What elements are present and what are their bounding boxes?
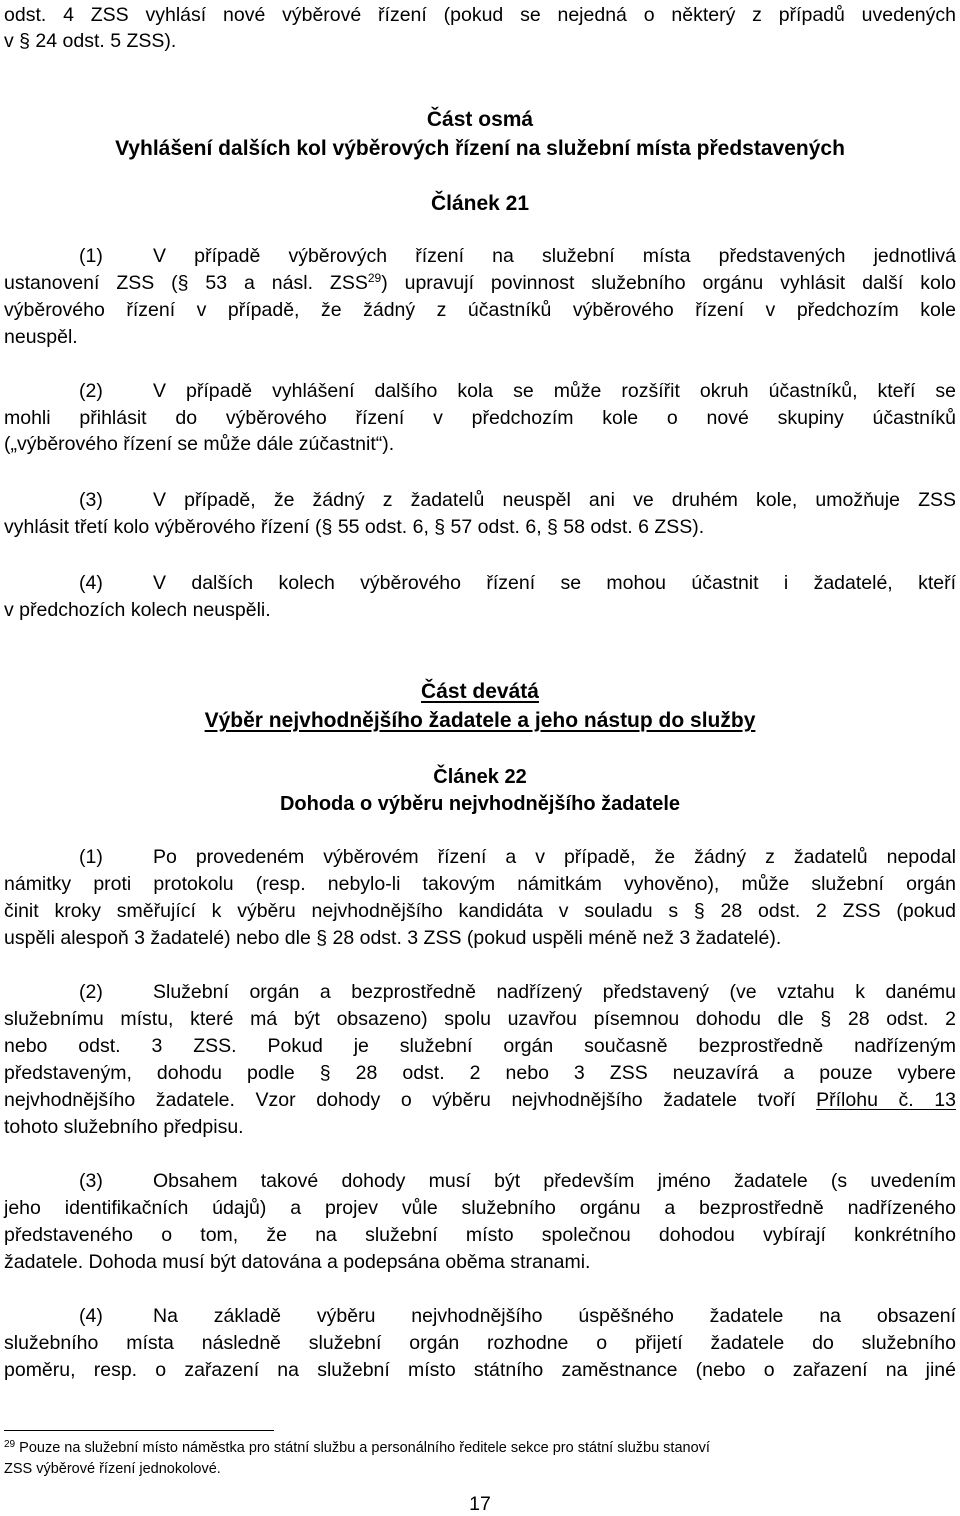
paragraph-line: V dalších kolech výběrového řízení se mohou účastnit i žadatelé, kteří	[153, 572, 956, 594]
paragraph-line: uspěli alespoň 3 žadatelé) nebo dle § 28 odst. 3 ZSS (pokud uspěli méně než 3 žadatelé).	[4, 927, 782, 949]
paragraph-number: (4)	[79, 1305, 103, 1327]
paragraph-number: (2)	[79, 380, 103, 402]
intro-line: odst. 4 ZSS vyhlásí nové výběrové řízení (pokud se nejedná o některý z případů uvedených	[4, 4, 956, 26]
paragraph-number: (2)	[79, 981, 103, 1003]
article-title: Dohoda o výběru nejvhodnějšího žadatele	[279, 793, 681, 815]
article-heading: Článek 21	[430, 192, 530, 215]
part-title: Část osmá	[426, 108, 534, 131]
paragraph-line: jeho identifikačních údajů) a projev vůle služebního orgánu a bezprostředně nadřízeného	[4, 1197, 956, 1219]
paragraph-line: nebo odst. 3 ZSS. Pokud je služební orgán současně bezprostředně nadřízeným	[4, 1035, 956, 1057]
footnote-reference[interactable]: 29	[367, 271, 382, 285]
paragraph-line: námitky proti protokolu (resp. nebylo-li takovým námitkám vyhověno), může služební orgán	[4, 873, 956, 895]
paragraph-line: představeného o tom, že na služební místo společnou dohodou vybírají konkrétního	[4, 1224, 956, 1246]
part-title: Část devátá	[421, 680, 539, 703]
intro-line: v § 24 odst. 5 ZSS).	[4, 30, 177, 52]
paragraph-line: Na základě výběru nejvhodnějšího úspěšného žadatele na obsazení	[153, 1305, 956, 1327]
paragraph-line: v předchozích kolech neuspěli.	[4, 599, 271, 621]
paragraph-line: („výběrového řízení se může dále zúčastnit“).	[4, 433, 395, 455]
paragraph-line: Obsahem takové dohody musí být především jméno žadatele (s uvedením	[153, 1170, 956, 1192]
footnote-line: ZSS výběrové řízení jednokolové.	[4, 1461, 221, 1477]
paragraph-line: výběrového řízení v případě, že žádný z účastníků výběrového řízení v předchozím kole	[4, 299, 956, 321]
paragraph-number: (1)	[79, 245, 103, 267]
paragraph-number: (3)	[79, 489, 103, 511]
paragraph-line: poměru, resp. o zařazení na služební místo státního zaměstnance (nebo o zařazení na jiné	[4, 1359, 956, 1381]
part-subtitle: Vyhlášení dalších kol výběrových řízení na služební místa představených	[115, 137, 845, 160]
part-subtitle: Výběr nejvhodnějšího žadatele a jeho nástup do služby	[204, 709, 756, 732]
paragraph-line: mohli přihlásit do výběrového řízení v předchozím kole o nové skupiny účastníků	[4, 407, 956, 429]
paragraph-line: V případě výběrových řízení na služební místa představených jednotlivá	[153, 245, 956, 267]
paragraph-line: Po provedeném výběrovém řízení a v případě, že žádný z žadatelů nepodal	[153, 846, 956, 868]
paragraph-line: činit kroky směřující k výběru nejvhodnějšího kandidáta v souladu s § 28 odst. 2 ZSS (pokud	[4, 900, 956, 922]
footnote-separator	[4, 1430, 274, 1431]
footnote-mark: 29	[4, 1439, 16, 1450]
paragraph-line: V případě, že žádný z žadatelů neuspěl ani ve druhém kole, umožňuje ZSS	[153, 489, 956, 511]
paragraph-line: V případě vyhlášení dalšího kola se může rozšířit okruh účastníků, kteří se	[153, 380, 956, 402]
appendix-link[interactable]: Přílohu č. 13	[816, 1089, 956, 1111]
paragraph-line: vyhlásit třetí kolo výběrového řízení (§ 55 odst. 6, § 57 odst. 6, § 58 odst. 6 ZSS).	[4, 516, 705, 538]
paragraph-line: služebního místa následně služební orgán rozhodne o přijetí žadatele do služebního	[4, 1332, 956, 1354]
paragraph-line: nejvhodnějšího žadatele. Vzor dohody o výběru nejvhodnějšího žadatele tvoří Přílohu č. 13	[4, 1089, 956, 1111]
paragraph-line: tohoto služebního předpisu.	[4, 1116, 244, 1138]
paragraph-line: představeným, dohodu podle § 28 odst. 2 nebo 3 ZSS neuzavírá a pouze vybere	[4, 1062, 956, 1084]
paragraph-line: neuspěl.	[4, 326, 78, 348]
paragraph-line: žadatele. Dohoda musí být datována a podepsána oběma stranami.	[4, 1251, 591, 1273]
paragraph-number: (4)	[79, 572, 103, 594]
page-number: 17	[469, 1493, 491, 1515]
footnote-line: $^{29}$ Pouze na služební místo náměstka pro státní službu a personálního ředitele sekce pro státní službu stanoví	[4, 1439, 710, 1456]
paragraph-number: (1)	[79, 846, 103, 868]
article-heading: Článek 22	[433, 766, 527, 788]
paragraph-number: (3)	[79, 1170, 103, 1192]
paragraph-line: ustanovení ZSS (§ 53 a násl. ZSS$^{29}$) upravují povinnost služebního orgánu vyhlásit další kolo	[4, 271, 957, 294]
paragraph-line: Služební orgán a bezprostředně nadřízený představený (ve vztahu k danému	[153, 981, 956, 1003]
paragraph-line: služebnímu místu, které má být obsazeno) spolu uzavřou písemnou dohodu dle § 28 odst. 2	[4, 1008, 956, 1030]
